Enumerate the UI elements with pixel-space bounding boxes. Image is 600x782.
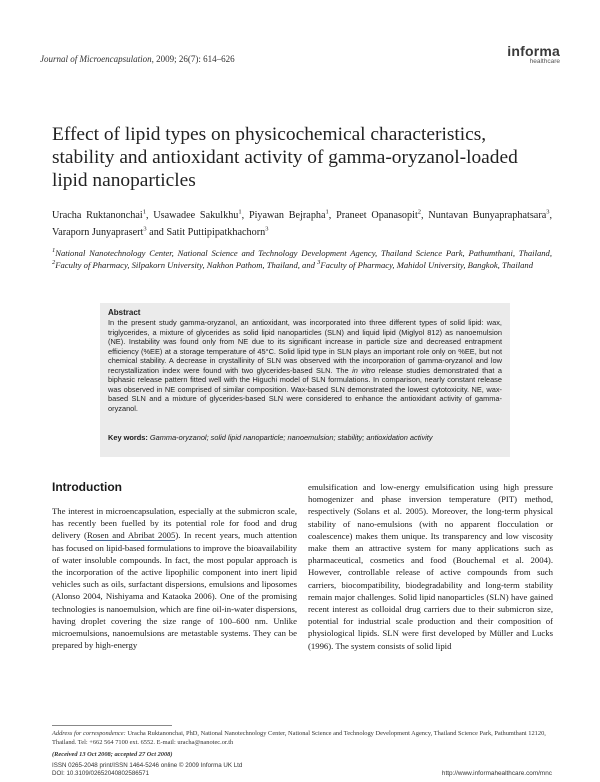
affiliation-text: Faculty of Pharmacy, Silpakorn University, Nakhon Pathom, Thailand, and — [55, 260, 318, 271]
body-column-left — [52, 505, 297, 651]
author-name: Uracha Ruktanonchai — [52, 210, 143, 221]
received-dates: (Received 13 Oct 2008; accepted 27 Oct 2008) — [52, 751, 173, 758]
keywords-list: Gamma-oryzanol; solid lipid nanoparticle; nanoemulsion; stability; antioxidation activity — [147, 433, 433, 442]
correspondence-label: Address for correspondence: — [52, 730, 126, 737]
abstract-text-part: release studies demonstrated that a biphasic release pattern fitted well with the Higuchi model of SLN formulations. In comparison, nearly constant release was observed in NE comprised of similar composition. Wax-based SLN demonstrated the lowest cytotoxicity. NE, wax-based SLN and a mixture of glycerides-based SLN were considered to enhance the antioxidant activity of gamma-oryzanol. — [108, 365, 502, 413]
keywords-label: Key words: — [108, 433, 148, 442]
author-list — [52, 208, 552, 241]
body-text: ). In recent years, much attention has focused on lipid-based formulations to improve the bioavailability of water insoluble compounds. In fact, the most popular approach is the incorporation of the active lipophilic component into inert lipid vehicles such as oils, surfactant dispersions, emulsions and liposomes (Alonso 2004, Nishiyama and Kataoka 2006). One of the promising technologies is nanoemulsion, which are fine oil-in-water dispersions, having droplet covering the size range of 100–600 nm. Unlike microemulsions, nanoemulsions are metastable systems. They can be prepared by high-energy — [52, 530, 297, 651]
publisher-logo — [507, 44, 560, 66]
abstract-heading: Abstract — [108, 308, 141, 317]
body-paragraph — [52, 505, 297, 651]
author-affiliation-mark: 2 — [417, 208, 422, 216]
abstract-emphasis: in vitro — [352, 365, 376, 375]
abstract-text-part: In the present study gamma-oryzanol, an antioxidant, was incorporated into three different types of solid lipid: wax, triglycerides, a mixture of glycerides as solid lipid nanoparticles (SLN) and liquid lipid (Miglyol 812) as nanoemulsion (NE). Instability was found only from NE due to its significant increase in particle size and decreased entrapment efficiency (%EE) at a storage temperature of 45°C. Solid lipid type in SLN plays an important role only on %EE, but not chemical stability. A decrease in crystallinity of SLN was observed with the incorporation of gamma-oryzanol and low recrystallization index were found with two glycerides-based SLN. The — [108, 318, 502, 375]
footnote-divider — [52, 725, 172, 726]
author-separator: , — [328, 210, 337, 221]
author-name: Piyawan Bejrapha — [248, 210, 326, 221]
abstract-text — [108, 318, 502, 413]
citation-link[interactable]: Rosen and Abribat 2005 — [86, 530, 176, 541]
journal-volume: 2009; 26(7): 614–626 — [153, 54, 235, 64]
affiliations — [52, 247, 552, 272]
author-separator: and — [146, 226, 167, 238]
affiliation-number: 2 — [52, 259, 56, 267]
publisher-logo-text: informa — [507, 43, 560, 59]
affiliation-number: 1 — [52, 247, 56, 255]
affiliation-text: National Nanotechnology Center, National Science and Technology Development Agency, Thailand Science Park, Pathumthani, Thailand, — [55, 248, 552, 258]
body-column-right — [308, 481, 553, 652]
doi-line: DOI: 10.3109/02652040802586571 — [52, 770, 150, 778]
author-affiliation-mark: 1 — [142, 208, 146, 216]
author-name: Nuntavan Bunyapraphatsara — [428, 210, 547, 221]
journal-website-link[interactable]: http://www.informahealthcare.com/mnc — [441, 770, 552, 777]
author-name: Usawadee Sakulkhu — [153, 210, 239, 221]
publisher-logo-subtext: healthcare — [529, 58, 560, 65]
correspondence-footnote — [52, 729, 552, 747]
author-name: Praneet Opanasopit — [336, 210, 418, 221]
author-separator: , — [241, 210, 249, 221]
journal-citation — [40, 54, 235, 64]
affiliation-number: 3 — [317, 259, 321, 267]
author-affiliation-mark: 3 — [143, 225, 147, 233]
body-paragraph: emulsification and low-energy emulsification using high pressure homogenizer and phase inversion temperature (PIT) method, respectively (Solans et al. 2005). Moreover, the long-term physical stability of nano-emulsions (with no apparent flocculation or coalescence) makes them unique. Its transparency and low viscosity make them an attractive system for many applications such as pharmaceutical, cosmetics and food (Bouchemal et al. 2004). However, controllable release of active compounds from such carriers, biocompatibility, biodegradability and long-term stability remain major challenges. Solid lipid nanoparticles (SLN) have gained recent interest as colloidal drug carriers due to their submicron size, potential for industrial scale production and their composition of physiological lipids. SLN were first developed by Müller and Lucks (1996). The system consists of solid lipid — [308, 482, 553, 651]
author-name: Varaporn Junyaprasert — [52, 226, 144, 238]
author-affiliation-mark: 1 — [325, 208, 329, 216]
author-name: Satit Puttipipatkhachorn — [166, 226, 266, 238]
author-affiliation-mark: 3 — [546, 208, 550, 216]
author-separator: , — [421, 210, 429, 221]
author-affiliation-mark: 3 — [265, 225, 269, 233]
issn-line: ISSN 0265-2048 print/ISSN 1464-5246 online © 2009 Informa UK Ltd — [52, 762, 243, 769]
author-separator: , — [549, 210, 553, 221]
keywords — [108, 433, 502, 442]
affiliation-text: Faculty of Pharmacy, Mahidol University, Bangkok, Thailand — [320, 260, 534, 271]
publication-info — [52, 762, 242, 778]
correspondence-text: Uracha Ruktanonchai, PhD, National Nanotechnology Center, National Science and Technology Development Agency, Thailand Science Park, Pathumthani 12120, Thailand. Tel: +662 564 7100 ext. 6552. E-mail: uracha@nanotec.or.th — [52, 730, 546, 746]
author-separator: , — [146, 210, 154, 221]
section-heading-introduction: Introduction — [52, 480, 122, 494]
journal-name: Journal of Microencapsulation, — [40, 54, 154, 64]
body-text: The interest in microencapsulation, especially at the submicron scale, has recently been fuelled by its potential role for food and drug delivery ( — [52, 506, 297, 541]
author-affiliation-mark: 1 — [238, 208, 242, 216]
article-title: Effect of lipid types on physicochemical characteristics, stability and antioxidant activity of gamma-oryzanol-loaded lipid nanoparticles — [52, 124, 518, 191]
